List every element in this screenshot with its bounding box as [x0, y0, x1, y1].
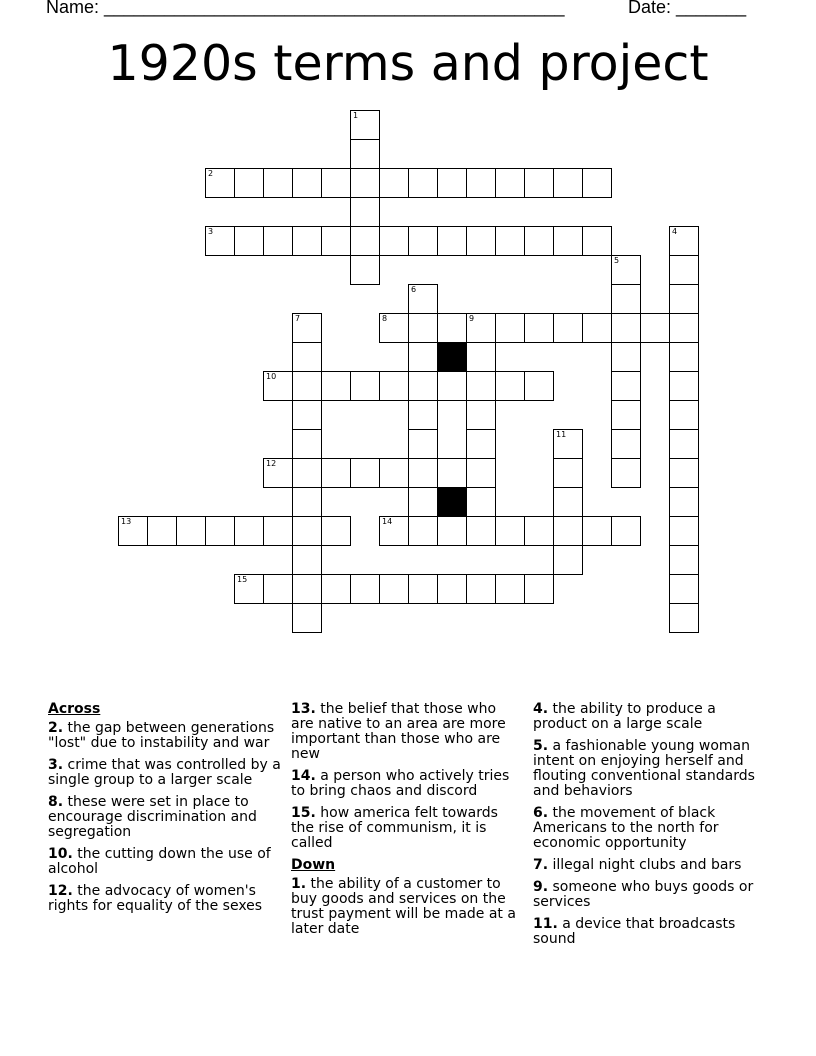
crossword-cell[interactable]: [408, 342, 438, 372]
clue-down-6: 6. the movement of black Americans to the north for economic opportunity: [533, 805, 719, 851]
crossword-cell[interactable]: [611, 458, 641, 488]
crossword-cell[interactable]: [292, 516, 322, 546]
clue-down-5: 5. a fashionable young woman intent on enjoying herself and flouting conventional standards and behaviors: [533, 738, 755, 799]
crossword-cell[interactable]: [466, 458, 496, 488]
crossword-cell[interactable]: [292, 458, 322, 488]
crossword-cell[interactable]: [495, 516, 525, 546]
crossword-cell[interactable]: [553, 458, 583, 488]
crossword-cell[interactable]: [669, 574, 699, 604]
crossword-cell[interactable]: [553, 545, 583, 575]
crossword-cell[interactable]: [611, 371, 641, 401]
crossword-cell[interactable]: [611, 284, 641, 314]
crossword-cell[interactable]: [669, 284, 699, 314]
cell-number: 4: [672, 227, 678, 236]
crossword-cell[interactable]: [408, 487, 438, 517]
crossword-cell[interactable]: [350, 110, 380, 140]
crossword-cell[interactable]: [669, 603, 699, 633]
crossword-cell[interactable]: [669, 255, 699, 285]
cell-number: 14: [382, 517, 393, 526]
crossword-cell[interactable]: [611, 342, 641, 372]
crossword-cell[interactable]: [553, 313, 583, 343]
crossword-cell[interactable]: [350, 168, 380, 198]
crossword-cell[interactable]: [408, 429, 438, 459]
crossword-cell[interactable]: [582, 168, 612, 198]
cell-number: 7: [295, 314, 301, 323]
cell-number: 3: [208, 227, 214, 236]
crossword-cell[interactable]: [292, 168, 322, 198]
crossword-cell[interactable]: [263, 516, 293, 546]
clue-across-8: 8. these were set in place to encourage discrimination and segregation: [48, 794, 257, 840]
clue-down-1: 1. the ability of a customer to buy goods and services on the trust payment will be made at a later date: [291, 876, 516, 937]
crossword-cell[interactable]: [553, 226, 583, 256]
crossword-cell[interactable]: [437, 168, 467, 198]
across-heading: Across: [48, 701, 101, 717]
crossword-cell[interactable]: [379, 313, 409, 343]
black-cell: [437, 342, 467, 372]
crossword-cell[interactable]: [437, 313, 467, 343]
crossword-cell[interactable]: [321, 516, 351, 546]
crossword-cell[interactable]: [321, 168, 351, 198]
crossword-cell[interactable]: [234, 226, 264, 256]
crossword-cell[interactable]: [321, 226, 351, 256]
crossword-cell[interactable]: [669, 545, 699, 575]
crossword-cell[interactable]: [524, 371, 554, 401]
crossword-cell[interactable]: [669, 313, 699, 343]
crossword-cell[interactable]: [379, 516, 409, 546]
crossword-cell[interactable]: [205, 168, 235, 198]
cell-number: 10: [266, 372, 277, 381]
crossword-cell[interactable]: [466, 400, 496, 430]
down-heading: Down: [291, 857, 336, 873]
crossword-cell[interactable]: [553, 429, 583, 459]
crossword-cell[interactable]: [437, 516, 467, 546]
clue-down-9: 9. someone who buys goods or services: [533, 879, 754, 910]
crossword-cell[interactable]: [466, 168, 496, 198]
crossword-cell[interactable]: [321, 574, 351, 604]
clue-across-3: 3. crime that was controlled by a single group to a larger scale: [48, 757, 281, 788]
crossword-cell[interactable]: [350, 458, 380, 488]
crossword-cell[interactable]: [611, 400, 641, 430]
crossword-cell[interactable]: [466, 574, 496, 604]
crossword-cell[interactable]: [292, 313, 322, 343]
crossword-cell[interactable]: [466, 487, 496, 517]
crossword-cell[interactable]: [524, 226, 554, 256]
crossword-cell[interactable]: [495, 168, 525, 198]
clue-across-14: 14. a person who actively tries to bring chaos and discord: [291, 768, 510, 799]
cell-number: 9: [469, 314, 475, 323]
crossword-cell[interactable]: [524, 516, 554, 546]
crossword-cell[interactable]: [437, 226, 467, 256]
crossword-cell[interactable]: [205, 226, 235, 256]
crossword-cell[interactable]: [408, 371, 438, 401]
crossword-cell[interactable]: [321, 458, 351, 488]
clue-across-10: 10. the cutting down the use of alcohol: [48, 846, 271, 877]
crossword-cell[interactable]: [234, 516, 264, 546]
crossword-cell[interactable]: [292, 226, 322, 256]
black-cell: [437, 487, 467, 517]
crossword-cell[interactable]: [350, 139, 380, 169]
crossword-cell[interactable]: [611, 429, 641, 459]
crossword-cell[interactable]: [495, 371, 525, 401]
crossword-cell[interactable]: [147, 516, 177, 546]
crossword-cell[interactable]: [379, 168, 409, 198]
cell-number: 2: [208, 169, 214, 178]
crossword-cell[interactable]: [408, 284, 438, 314]
date-field-line: Date: _______: [628, 0, 747, 17]
crossword-cell[interactable]: [263, 226, 293, 256]
crossword-cell[interactable]: [379, 226, 409, 256]
crossword-cell[interactable]: [292, 603, 322, 633]
crossword-cell[interactable]: [669, 226, 699, 256]
crossword-cell[interactable]: [553, 516, 583, 546]
crossword-cell[interactable]: [263, 574, 293, 604]
crossword-cell[interactable]: [292, 487, 322, 517]
crossword-cell[interactable]: [350, 574, 380, 604]
crossword-cell[interactable]: [118, 516, 148, 546]
crossword-cell[interactable]: [379, 574, 409, 604]
cell-number: 11: [556, 430, 567, 439]
clue-down-11: 11. a device that broadcasts sound: [533, 916, 736, 947]
crossword-cell[interactable]: [582, 313, 612, 343]
crossword-cell[interactable]: [350, 255, 380, 285]
cell-number: 15: [237, 575, 248, 584]
crossword-cell[interactable]: [611, 255, 641, 285]
crossword-cell[interactable]: [408, 458, 438, 488]
crossword-cell[interactable]: [582, 226, 612, 256]
crossword-cell[interactable]: [350, 371, 380, 401]
crossword-cell[interactable]: [669, 516, 699, 546]
clue-down-7: 7. illegal night clubs and bars: [533, 857, 742, 873]
cell-number: 6: [411, 285, 417, 294]
name-field-line: Name: ______________________________________________: [46, 0, 565, 17]
cell-number: 12: [266, 459, 277, 468]
crossword-cell[interactable]: [495, 574, 525, 604]
crossword-cell[interactable]: [466, 313, 496, 343]
crossword-cell[interactable]: [234, 168, 264, 198]
crossword-cell[interactable]: [292, 400, 322, 430]
crossword-cell[interactable]: [437, 574, 467, 604]
crossword-cell[interactable]: [408, 574, 438, 604]
crossword-cell[interactable]: [321, 371, 351, 401]
crossword-cell[interactable]: [408, 313, 438, 343]
crossword-cell[interactable]: [292, 371, 322, 401]
crossword-cell[interactable]: [466, 226, 496, 256]
crossword-cell[interactable]: [553, 487, 583, 517]
crossword-cell[interactable]: [379, 371, 409, 401]
crossword-cell[interactable]: [495, 226, 525, 256]
crossword-cell[interactable]: [437, 458, 467, 488]
clue-column-3: [533, 702, 773, 954]
crossword-cell[interactable]: [611, 313, 641, 343]
crossword-cell[interactable]: [466, 371, 496, 401]
crossword-cell[interactable]: [524, 574, 554, 604]
crossword-cell[interactable]: [205, 516, 235, 546]
crossword-cell[interactable]: [437, 371, 467, 401]
crossword-cell[interactable]: [611, 516, 641, 546]
crossword-cell[interactable]: [408, 400, 438, 430]
clue-across-13: 13. the belief that those who are native to an area are more important than those who are new: [291, 701, 506, 762]
crossword-cell[interactable]: [669, 458, 699, 488]
crossword-cell[interactable]: [466, 429, 496, 459]
crossword-cell[interactable]: [263, 458, 293, 488]
page-title: 1920s terms and project: [107, 35, 709, 92]
crossword-cell[interactable]: [495, 313, 525, 343]
clue-across-2: 2. the gap between generations "lost" due to instability and war: [48, 720, 275, 751]
crossword-cell[interactable]: [408, 226, 438, 256]
crossword-cell[interactable]: [408, 168, 438, 198]
crossword-cell[interactable]: [263, 371, 293, 401]
clue-across-12: 12. the advocacy of women's rights for equality of the sexes: [48, 883, 263, 914]
crossword-cell[interactable]: [669, 342, 699, 372]
crossword-cell[interactable]: [350, 226, 380, 256]
crossword-cell[interactable]: [524, 313, 554, 343]
crossword-cell[interactable]: [263, 168, 293, 198]
crossword-cell[interactable]: [553, 168, 583, 198]
crossword-cell[interactable]: [292, 574, 322, 604]
clue-across-15: 15. how america felt towards the rise of communism, it is called: [291, 805, 498, 851]
crossword-cell[interactable]: [582, 516, 612, 546]
cell-number: 1: [353, 111, 359, 120]
crossword-cell[interactable]: [379, 458, 409, 488]
cell-number: 5: [614, 256, 620, 265]
crossword-cell[interactable]: [350, 197, 380, 227]
crossword-cell[interactable]: [292, 429, 322, 459]
crossword-cell[interactable]: [669, 429, 699, 459]
cell-number: 13: [121, 517, 132, 526]
crossword-cell[interactable]: [292, 342, 322, 372]
clue-down-4: 4. the ability to produce a product on a large scale: [533, 701, 716, 732]
crossword-cell[interactable]: [234, 574, 264, 604]
crossword-cell[interactable]: [640, 313, 670, 343]
cell-number: 8: [382, 314, 388, 323]
clue-column-1: [48, 702, 283, 921]
clue-column-2: [291, 702, 523, 944]
crossword-cell[interactable]: [408, 516, 438, 546]
crossword-cell[interactable]: [669, 487, 699, 517]
crossword-cell[interactable]: [292, 545, 322, 575]
crossword-cell[interactable]: [176, 516, 206, 546]
crossword-cell[interactable]: [466, 342, 496, 372]
crossword-cell[interactable]: [524, 168, 554, 198]
crossword-cell[interactable]: [466, 516, 496, 546]
crossword-cell[interactable]: [669, 371, 699, 401]
crossword-cell[interactable]: [669, 400, 699, 430]
